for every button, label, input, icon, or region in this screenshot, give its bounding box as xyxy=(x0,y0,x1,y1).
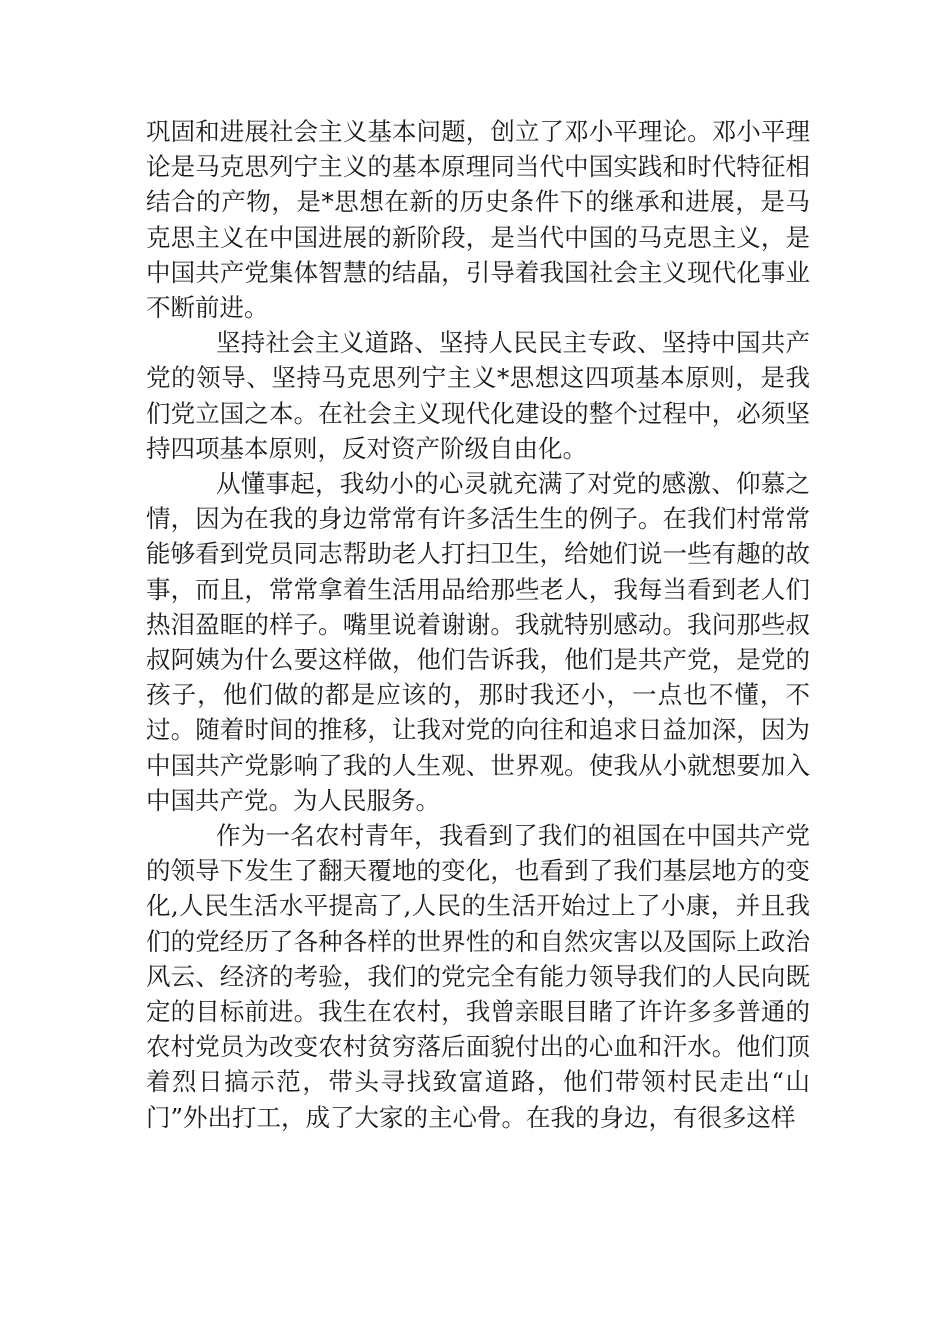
document-body xyxy=(146,114,810,1135)
paragraph-3: 从懂事起，我幼小的心灵就充满了对党的感激、仰慕之情，因为在我的身边常常有许多活生生的例子。在我们村常常能够看到党员同志帮助老人打扫卫生，给她们说一些有趣的故事，而且，常常拿着生活用品给那些老人，我每当看到老人们热泪盈眶的样子。嘴里说着谢谢。我就特别感动。我问那些叔叔阿姨为什么要这样做，他们告诉我，他们是共产党，是党的孩子，他们做的都是应该的，那时我还小，一点也不懂，不过。随着时间的推移，让我对党的向往和追求日益加深，因为中国共产党影响了我的人生观、世界观。使我从小就想要加入中国共产党。为人民服务。 xyxy=(146,469,810,815)
paragraph-2: 坚持社会主义道路、坚持人民民主专政、坚持中国共产党的领导、坚持马克思列宁主义*思想这四项基本原则，是我们党立国之本。在社会主义现代化建设的整个过程中，必须坚持四项基本原则，反对资产阶级自由化。 xyxy=(146,328,810,463)
paragraph-4: 作为一名农村青年，我看到了我们的祖国在中国共产党的领导下发生了翻天覆地的变化，也看到了我们基层地方的变化,人民生活水平提高了,人民的生活开始过上了小康，并且我们的党经历了各种各样的世界性的和自然灾害以及国际上政治风云、经济的考验，我们的党完全有能力领导我们的人民向既定的目标前进。我生在农村，我曾亲眼目睹了许许多多普通的农村党员为改变农村贫穷落后面貌付出的心血和汗水。他们顶着烈日搞示范，带头寻找致富道路，他们带领村民走出“山门”外出打工，成了大家的主心骨。在我的身边，有很多这样 xyxy=(146,821,810,1132)
paragraph-1: 巩固和进展社会主义基本问题，创立了邓小平理论。邓小平理论是马克思列宁主义的基本原理同当代中国实践和时代特征相结合的产物，是*思想在新的历史条件下的继承和进展，是马克思主义在中国进展的新阶段，是当代中国的马克思主义，是中国共产党集体智慧的结晶，引导着我国社会主义现代化事业不断前进。 xyxy=(146,117,810,323)
